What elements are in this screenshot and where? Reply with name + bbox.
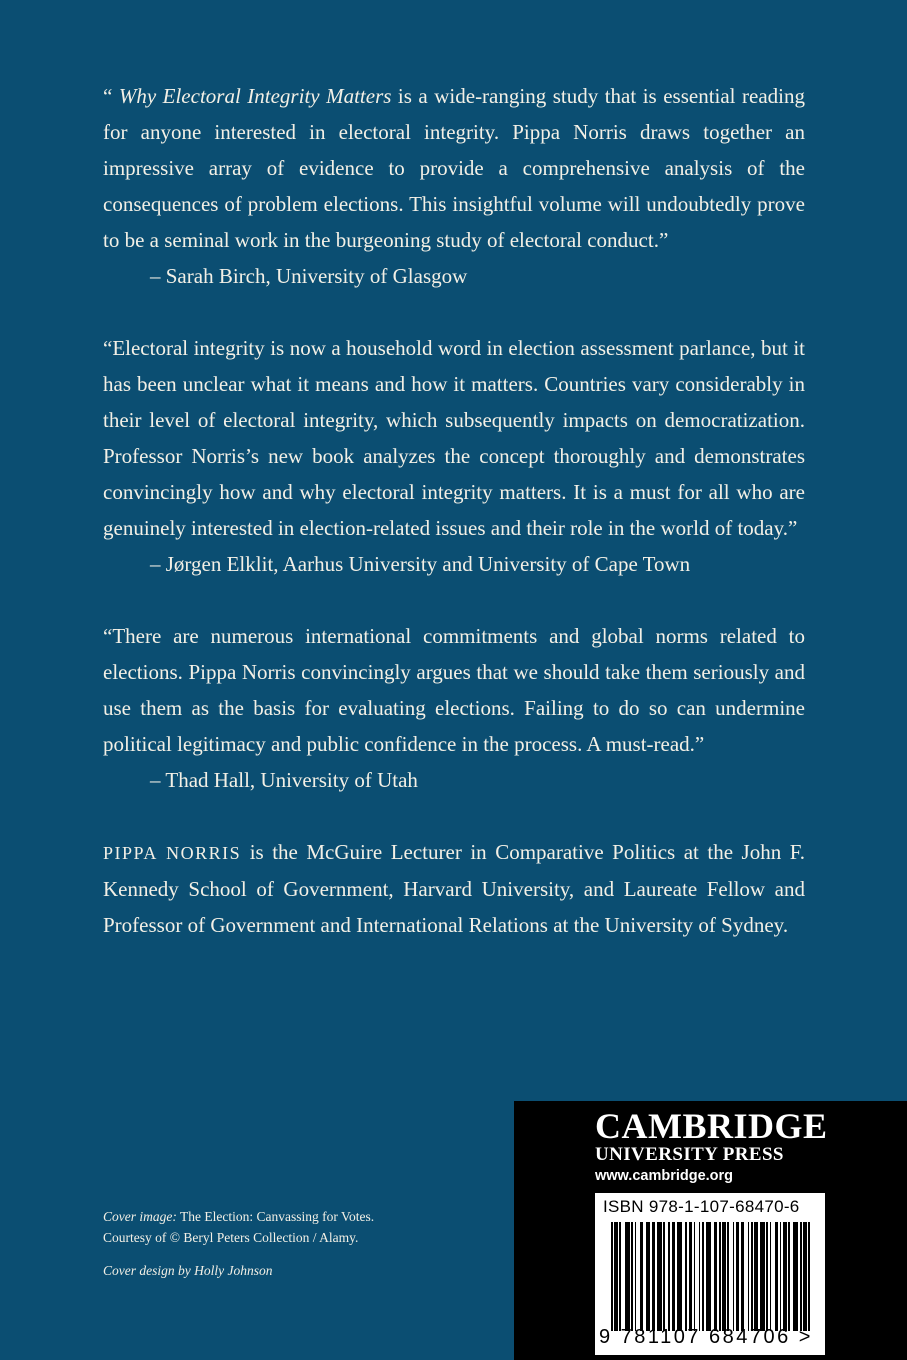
endorsement-hall — [103, 618, 805, 798]
endorsement-elklit — [103, 330, 805, 582]
barcode-digits: 9 781107 684706 > — [599, 1326, 813, 1348]
author-bio — [103, 834, 805, 943]
book-title: Why Electoral Integrity Matters — [118, 84, 392, 108]
endorsement-attribution: – Jørgen Elklit, Aarhus University and University of Cape Town — [150, 552, 691, 576]
author-bio-text: is the McGuire Lecturer in Comparative Politics at the John F. Kennedy School of Government, Harvard University, and Laureate Fellow and Professor of Government and International Relations at the University of Sydney. — [103, 840, 805, 937]
publisher-logo-name: CAMBRIDGE — [595, 1106, 828, 1146]
endorsement-attribution: – Sarah Birch, University of Glasgow — [150, 264, 468, 288]
endorsements — [103, 78, 805, 943]
publisher-block — [514, 1101, 907, 1360]
barcode-bar — [808, 1222, 810, 1331]
barcode-bars — [611, 1222, 811, 1331]
isbn-label: ISBN 978-1-107-68470-6 — [603, 1197, 800, 1216]
cover-design-credit: Cover design by Holly Johnson — [103, 1263, 273, 1278]
publisher-logo-press: UNIVERSITY PRESS — [595, 1144, 784, 1165]
quote-text: is a wide-ranging study that is essential reading for anyone interested in electoral integrity. Pippa Norris draws together an impressive array of evidence to provide a comprehensive analysis of the consequences of problem elections. This insightful volume will undoubtedly prove to be a seminal work in the burgeoning study of electoral conduct.” — [103, 84, 805, 252]
isbn-barcode — [595, 1193, 825, 1355]
endorsement-birch — [103, 78, 805, 294]
quote-text: “There are numerous international commitments and global norms related to elections. Pippa Norris convincingly argues that we should take them seriously and use them as the basis for evaluating elections. Failing to do so can undermine political legitimacy and public confidence in the process. A must-read.” — [103, 624, 805, 756]
endorsement-attribution: – Thad Hall, University of Utah — [150, 768, 418, 792]
cover-credits — [103, 1206, 374, 1281]
quote-text: “Electoral integrity is now a household word in election assessment parlance, but it has been unclear what it means and how it matters. Countries vary considerably in their level of electoral integrity, which subsequently impacts on democratization. Professor Norris’s new book analyzes the concept thoroughly and demonstrates convincingly how and why electoral integrity matters. It is a must for all who are genuinely interested in election-related issues and their role in the world of today.” — [103, 336, 805, 540]
open-quote-mark: “ — [103, 84, 119, 108]
cover-image-title: The Election: Canvassing for Votes. — [176, 1209, 375, 1224]
endorsement-quote — [103, 78, 805, 258]
publisher-url: www.cambridge.org — [595, 1168, 734, 1184]
author-name: PIPPA NORRIS — [103, 843, 242, 863]
cover-image-credit — [103, 1206, 374, 1227]
cover-image-label: Cover image: — [103, 1209, 177, 1224]
courtesy-credit: Courtesy of © Beryl Peters Collection / Alamy. — [103, 1230, 359, 1245]
